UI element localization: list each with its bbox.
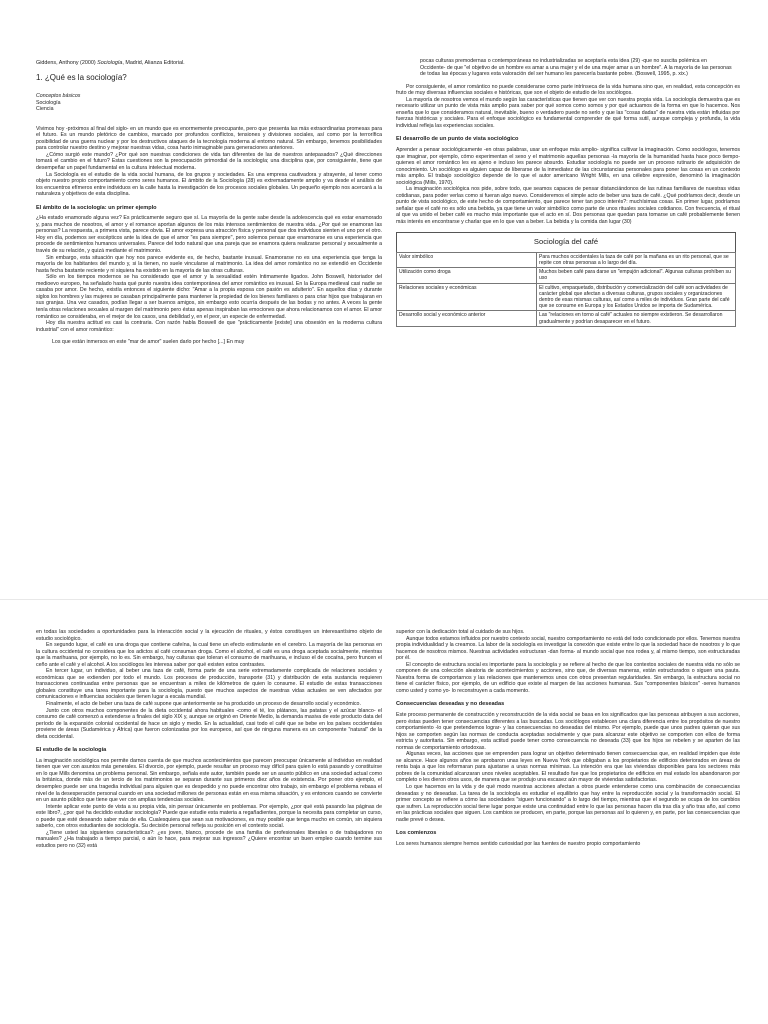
citation [36,60,382,67]
paragraph: Aprender a pensar sociológicamente -en otras palabras, usar un enfoque más amplio- significa cultivar la imaginación. Como sociólogos, tenemos que imaginar, por ejemplo, cómo experimentan el sexo y el matrimonio aquellas personas -la mayoría de la humanidad hasta hace poco tiempo- quienes el amor romántico les es ajeno e incluso les parece absurdo. Estudiar sociología no puede ser un proceso rutinario de adquisición de conocimiento. Un sociólogo es alguien capaz de liberarse de la inmediatez de las circunstancias personales para poner las cosas en un contexto más amplio. El trabajo sociológico depende de lo que el autor americano Wright Mills, en una célebre expresión, denominó la imaginación sociológica (Mills, 1970). [396,147,740,186]
quote-text: pocas culturas premodernas o contemporáneas no industrializadas se aceptaría esta idea (29) -que no suscita polémica en Occidente- de que "el objetivo de un hombre es amar a una mujer y el de una mujer amar a un hombre". A la mayoría de las personas de todas las épocas y lugares esta valoración del ser humano les parecería bastante pobre. (Boswell, 1995, p. xix.) [420,58,732,78]
paragraph: En tercer lugar, un individuo, al beber una taza de café, forma parte de una serie extremadamente complicada de relaciones sociales y económicas que se extienden por todo el mundo. Los procesos de producción, transporte (31) y distribución de esta sustancia requieren transacciones continuadas entre personas que se encuentran a miles de kilómetros de quien lo consume. El estudio de estas transacciones globales constituye una tarea importante para la sociología, puesto que muchos aspectos de nuestras vidas actuales se ven afectados por comunicaciones e influencias sociales que tienen lugar a escala mundial. [36,668,382,701]
paragraph: superior con la dedicación total al cuidado de sus hijos. [396,629,525,635]
table-row-label: Desarrollo social y económico anterior [397,311,537,326]
table-row-value: El cultivo, empaquetado, distribución y comercialización del café son actividades de carácter global que afectan a diversas culturas, grupos sociales y organizaciones dentro de esas mismas culturas, así como a miles de individuos. Gran parte del café que se consume en Europa y los Estados Unidos se importa de Sudamérica. [537,283,736,311]
paragraph: Aunque todos estamos influidos por nuestro contexto social, nuestro comportamiento no está del todo condicionado por ellos. Tenemos nuestra propia individualidad y la creamos. La labor de la sociología es investigar la conexión que existe entre lo que la sociedad hace de nosotros y lo que hacemos de nosotros mismos. Nuestras actividades estructuran -dan forma- al mundo social que nos rodea y, al mismo tiempo, son estructuradas por él. [396,635,740,662]
paragraph: La imaginación sociológica nos pide, sobre todo, que seamos capaces de pensar distanciándonos de las rutinas familiares de nuestras vidas cotidianas, para poder verlas como si fueran algo nuevo. Consideremos el simple acto de beber una taza de café. ¿Qué podríamos decir, desde un punto de vista sociológico, de este hecho de comportamiento, que parece tener tan poco interés?: muchísimas cosas. En primer lugar, podríamos señalar que el café no es sólo una bebida, ya que tiene un valor simbólico como parte de unos rituales sociales cotidianos. Con frecuencia, el ritual al que va unido el beber café es mucho más importante que el acto en sí. Dos personas que quedan para tomarse un café probablemente tienen más interés en encontrarse y charlar que en lo que van a beber. La bebida y la comida dan lugar (30) [396,186,740,226]
citation-rest: , Madrid, Alianza Editorial. [122,60,185,66]
table-row [397,311,736,326]
concept-item: Sociología [36,99,61,106]
section-heading: El desarrollo de un punto de vista sociológico [396,136,519,143]
paragraph: Finalmente, el acto de beber una taza de café supone que anteriormente se ha producido un proceso de desarrollo social y económico. [46,701,361,708]
paragraph: Por consiguiente, el amor romántico no puede considerarse como parte intrínseca de la vida humana sino que, en realidad, esta concepción es fruto de muy diversas influencias sociales e históricas, que son el objeto de estudio de los sociólogos. [396,83,740,97]
table-row [397,268,736,283]
paragraph: La Sociología es el estudio de la vida social humana, de los grupos y sociedades. Es una empresa cautivadora y atrayente, al tener como objeto nuestro propio comportamiento como seres humanos. El ámbito de la Sociología (28) es extremadamente amplio y va desde el análisis de los encuentros efímeros entre individuos en la calle hasta la investigación de los procesos sociales globales. Un pequeño ejemplo nos acercará a la naturaleza y objetivos de esta disciplina. [36,171,382,198]
paragraph: Lo que hacemos en la vida y de qué modo nuestras acciones afectan a otros puede entenderse como una combinación de consecuencias deseadas y no deseadas. La tarea de la sociología es estudiar el equilibrio que hay entre la reproducción social y la transformación social. El primer concepto se refiere a cómo las sociedades "siguen funcionando" a lo largo del tiempo, mientras que el segundo se ocupa de los cambios que sufren. La reproducción social tiene lugar porque existe una continuidad entre lo que las personas hacen día tras día y año tras año, así como en las prácticas sociales que siguen. Los cambios se producen, en parte, porque las personas así lo quieren y, en parte, por las consecuencias que nadie prevé o desea. [396,784,740,823]
paragraph: Este proceso permanente de construcción y reconstrucción de la vida social se basa en los significados que las personas atribuyen a sus acciones, pero éstas pueden tener consecuencias diferentes a las buscadas. Los sociólogos establecen una clara diferencia entre los propósitos de nuestro comportamiento -lo que pretendemos lograr- y las consecuencias no deseadas del mismo. Por ejemplo, puede que unos padres quieran que sus hijos se comporten según las normas de conducta aceptadas socialmente y que para alcanzar este objetivo se comporten con ellos de forma estricta y autoritaria. Sin embargo, esta actitud puede tener como consecuencia no deseada (33) que los hijos se rebelen y se aparten de las normas de comportamiento ortodoxas. [396,712,740,751]
paragraph: ¿Tiene usted las siguientes características?: ¿es joven, blanco, procede de una familia de profesionales liberales o de trabajadores no manuales? ¿Ha trabajado a tiempo parcial, o aún lo hace, para mejorar sus ingresos? ¿Quiere encontrar un buen empleo cuando termine sus estudios pero no (32) está [36,829,382,849]
section-heading: Consecuencias deseadas y no deseadas [396,701,505,708]
quote-start-line: Los que están inmersos en este "mar de amor" suelen darlo por hecho [...] En muy [52,339,245,346]
table-row [397,283,736,311]
citation-author: Giddens, Anthony (2000) [36,60,98,66]
coffee-sociology-table [396,232,736,327]
chapter-title: 1. ¿Qué es la sociología? [36,72,127,82]
block-quote [420,58,732,78]
paragraph: Hoy día nuestra actitud es casi la contraria. Con razón habla Boswell de que "prácticamente [existe] una obsesión en la moderna cultura industrial" con el amor romántico: [36,320,382,333]
page2-left-column [36,629,382,1024]
concepts-box [36,93,382,113]
paragraph: ¿Cómo surgió este mundo? ¿Por qué son nuestras condiciones de vida tan diferentes de las de nuestros antepasados? ¿Qué direcciones tomará el cambio en el futuro? Estas cuestiones son la preocupación primordial de la sociología; una disciplina que, por consiguiente, tiene que desempeñar un papel fundamental en la cultura intelectual moderna. [36,151,382,172]
paragraph: El concepto de estructura social es importante para la sociología y se refiere al hecho de que los contextos sociales de nuestra vida no sólo se componen de una colección aleatoria de acontecimientos y acciones, sino que, de diversas maneras, están estructurados o siguen una pauta. Nuestra forma de comportarnos y las relaciones que mantenemos unos con otros presentan regularidades. Sin embargo, la estructura social no tiene el carácter físico, por ejemplo, de un edificio que existe al margen de las acciones humanas. Sus "componentes básicos" -seres humanos como usted y como yo- lo reconstruyen a cada momento. [396,661,740,694]
table-row-value: Las "relaciones en torno al café" actuales no siempre existieron. Se desarrollaron gradualmente y podrían desaparecer en el futuro. [537,311,736,326]
paragraph: Los seres humanos siempre hemos sentido curiosidad por las fuentes de nuestro propio comportamiento [396,840,641,847]
paragraph: Sin embargo, esta situación que hoy nos parece evidente es, de hecho, bastante inusual. Enamorarse no es una experiencia que tenga la mayoría de los habitantes del mundo y, si la tienen, no suele vincularse al matrimonio. La idea del amor romántico no se extendió en Occidente hasta fecha bastante reciente y ni siquiera ha existido en la mayoría de las otras culturas. [36,254,382,274]
paragraph: En segundo lugar, el café es una droga que contiene cafeína, la cual tiene un efecto estimulante en el cerebro. La mayoría de las personas en la cultura occidental no considera que los adictos al café consuman droga. Como el alcohol, el café es una droga aceptada socialmente, mientras que la marihuana, por ejemplo, no lo es. Sin embargo, hay culturas que toleran el consumo de marihuana, e incluso el de cocaína, pero fruncen el ceño ante el café y el alcohol. A los sociólogos les interesa saber por qué existen estos contrastes. [36,642,382,668]
paragraph: La imaginación sociológica nos permite darnos cuenta de que muchos acontecimientos que parecen preocupar únicamente al individuo en realidad tienen que ver con asuntos más generales. El divorcio, por ejemplo, puede resultar un proceso muy difícil para quien lo está pasando y constituirse en lo que Mills denomina un problema personal. Sin embargo, señala este autor, también puede ser un asunto público en una sociedad actual como la británica, donde más de un tercio de los matrimonios se separan durante sus primeros diez años de existencia. Por poner otro ejemplo, el desempleo puede ser una tragedia individual para alguien que es despedido y no puede encontrar otro trabajo, sin embargo el problema rebasa el nivel de la desesperación personal cuando en una sociedad millones de personas están en esa misma situación, y es entonces cuando se convierte en un asunto público que tiene que ver con amplias tendencias sociales. [36,757,382,804]
paragraph: ¿Ha estado enamorado alguna vez? Es prácticamente seguro que sí. La mayoría de la gente sabe desde la adolescencia qué es estar enamorado y, para muchos de nosotros, el amor y el romance aportan algunos de los más intensos sentimientos de nuestra vida. ¿Por qué se enamoran las personas? La respuesta, a primera vista, parece obvia. El amor expresa una atracción física y personal que dos individuos sienten el uno por el otro. Hoy en día, podemos ser escépticos ante la idea de que el amor "es para siempre", pero solemos pensar que enamorarse es una experiencia que procede de sentimientos humanos universales. Parece del todo natural que una pareja que se enamora quiera realizarse personal y sexualmente a través de su relación, y quizá mediante el matrimonio. [36,215,382,255]
concepts-title: Conceptos básicos [36,93,81,100]
table-row-value: Para muchos occidentales la taza de café por la mañana es un rito personal, que se repite con otras personas a lo largo del día. [537,252,736,267]
table-row-value: Muchos beben café para darse un "empujón adicional". Algunas culturas prohíben su uso [537,268,736,283]
paragraph: en todas las sociedades a oportunidades para la interacción social y la ejecución de rituales, y éstos constituyen un interesantísimo objeto de estudio sociológico. [36,629,382,642]
paragraph: Algunas veces, las acciones que se emprenden para lograr un objetivo determinado tienen consecuencias que, en realidad impiden que éste se alcance. Hace algunos años se aprobaron unas leyes en Nueva York que obligaban a los propietarios de edificios deteriorados en áreas de renta baja a que los reformaran para ajustarse a unas normas mínimas. La intención era que las viviendas disponibles para los sectores más pobres de la comunidad alcanzaran unos niveles aceptables. El resultado fue que los propietarios de edificios en mal estado los abandonaron por completo o les dieron otros usos, de manera que se produjo una escasez aún mayor de viviendas satisfactorias. [396,751,740,784]
paragraph: La mayoría de nosotros vemos el mundo según las características que tienen que ver con nuestra propia vida. La sociología demuestra que es necesario utilizar un punto de vista más amplio para saber por qué somos como somos y por qué actuamos de la forma en que lo hacemos. Nos enseña que lo que consideramos natural, inevitable, bueno o verdadero puede no serlo y que las "cosas dadas" de nuestra vida están influidas por fuerzas históricas y sociales. Para el enfoque sociológico es fundamental comprender de qué forma sutil, aunque compleja y profunda, la vida individual refleja las experiencias sociales. [396,96,740,129]
paragraph: Junto con otros muchos componentes de la dieta occidental ahora habituales -como el té, los plátanos, las patatas y el azúcar blanco- el consumo de café comenzó a extenderse a finales del siglo XIX y, aunque se originó en Oriente Medio, la demanda masiva de este producto data del período de la expansión colonial occidental de hace un siglo y medio. En la actualidad, casi todo el café que se bebe en los países occidentales proviene de áreas (Sudamérica y África) que fueron colonizadas por los europeos, así que de ninguna manera es un componente "natural" de la dieta occidental. [36,707,382,740]
page1-left-column [36,60,382,530]
page2-right-column [396,629,740,1024]
table-row-label: Valor simbólico [397,252,537,267]
paragraph: Sólo en los tiempos modernos se ha considerado que el amor y la sexualidad estén íntimamente ligados. John Boswell, historiador del medioevo europeo, ha señalado hasta qué punto nuestra idea contemporánea del amor romántico es inusual. En la Europa medieval casi nadie se casaba por amor. De hecho, existía entonces el siguiente dicho: "Amar a la propia esposa con pasión es adulterio". En aquellos días y durante siglos los hombres y las mujeres se casaban principalmente para mantener la propiedad de los bienes familiares o para criar hijos que trabajaran en sus granjas. Una vez casados, podían llegar a ser buenos amigos, sin embargo esto ocurría después de las bodas y no antes. A veces la gente tenía otras relaciones sexuales al margen del matrimonio pero éstas apenas inspiraban las emociones que ahora relacionamos con el amor. El amor romántico se consideraba, en el mejor de los casos, una debilidad y, en el peor, un especie de enfermedad. [36,274,382,320]
section-heading: Los comienzos [396,830,437,837]
section-heading: El estudio de la sociología [36,747,107,754]
table-row-label: Relaciones sociales y económicas [397,283,537,311]
paragraph: Vivimos hoy -próximos al final del siglo- en un mundo que es enormemente preocupante, pero que presenta las más extraordinarias promesas para el futuro. Es un mundo pletórico de cambios, marcado por profundos conflictos, tensiones y divisiones sociales, así como por la terrorífica posibilidad de una guerra nuclear y por los destructivos ataques de la tecnología moderna al entorno natural. Sin embargo, tenemos posibilidades para controlar nuestro destino y mejorar nuestras vidas, cosa harto inimaginable para generaciones anteriores. [36,125,382,152]
concept-item: Ciencia [36,106,54,113]
table-row [397,252,736,267]
table-row-label: Utilización como droga [397,268,537,283]
citation-title: Sociología [97,60,123,66]
paragraph: Intente aplicar este punto de vista a su propia vida, sin pensar únicamente en problemas. Por ejemplo, ¿por qué está pasando las páginas de este libro?, ¿por qué ha decidido estudiar sociología? Puede que estudie esta materia a regañadientes, porque la necesita para completar un curso, o puede que esté deseando saber más de ella. Cualesquiera que sean sus motivaciones, es muy posible que tenga mucho en común, sin siquiera saberlo, con otros estudiantes de sociología. Su decisión personal refleja su posición en el contexto social. [36,803,382,830]
page1-right-column [396,58,740,518]
section-heading: El ámbito de la sociología: un primer ejemplo [36,204,157,211]
table-title: Sociología del café [396,232,736,252]
